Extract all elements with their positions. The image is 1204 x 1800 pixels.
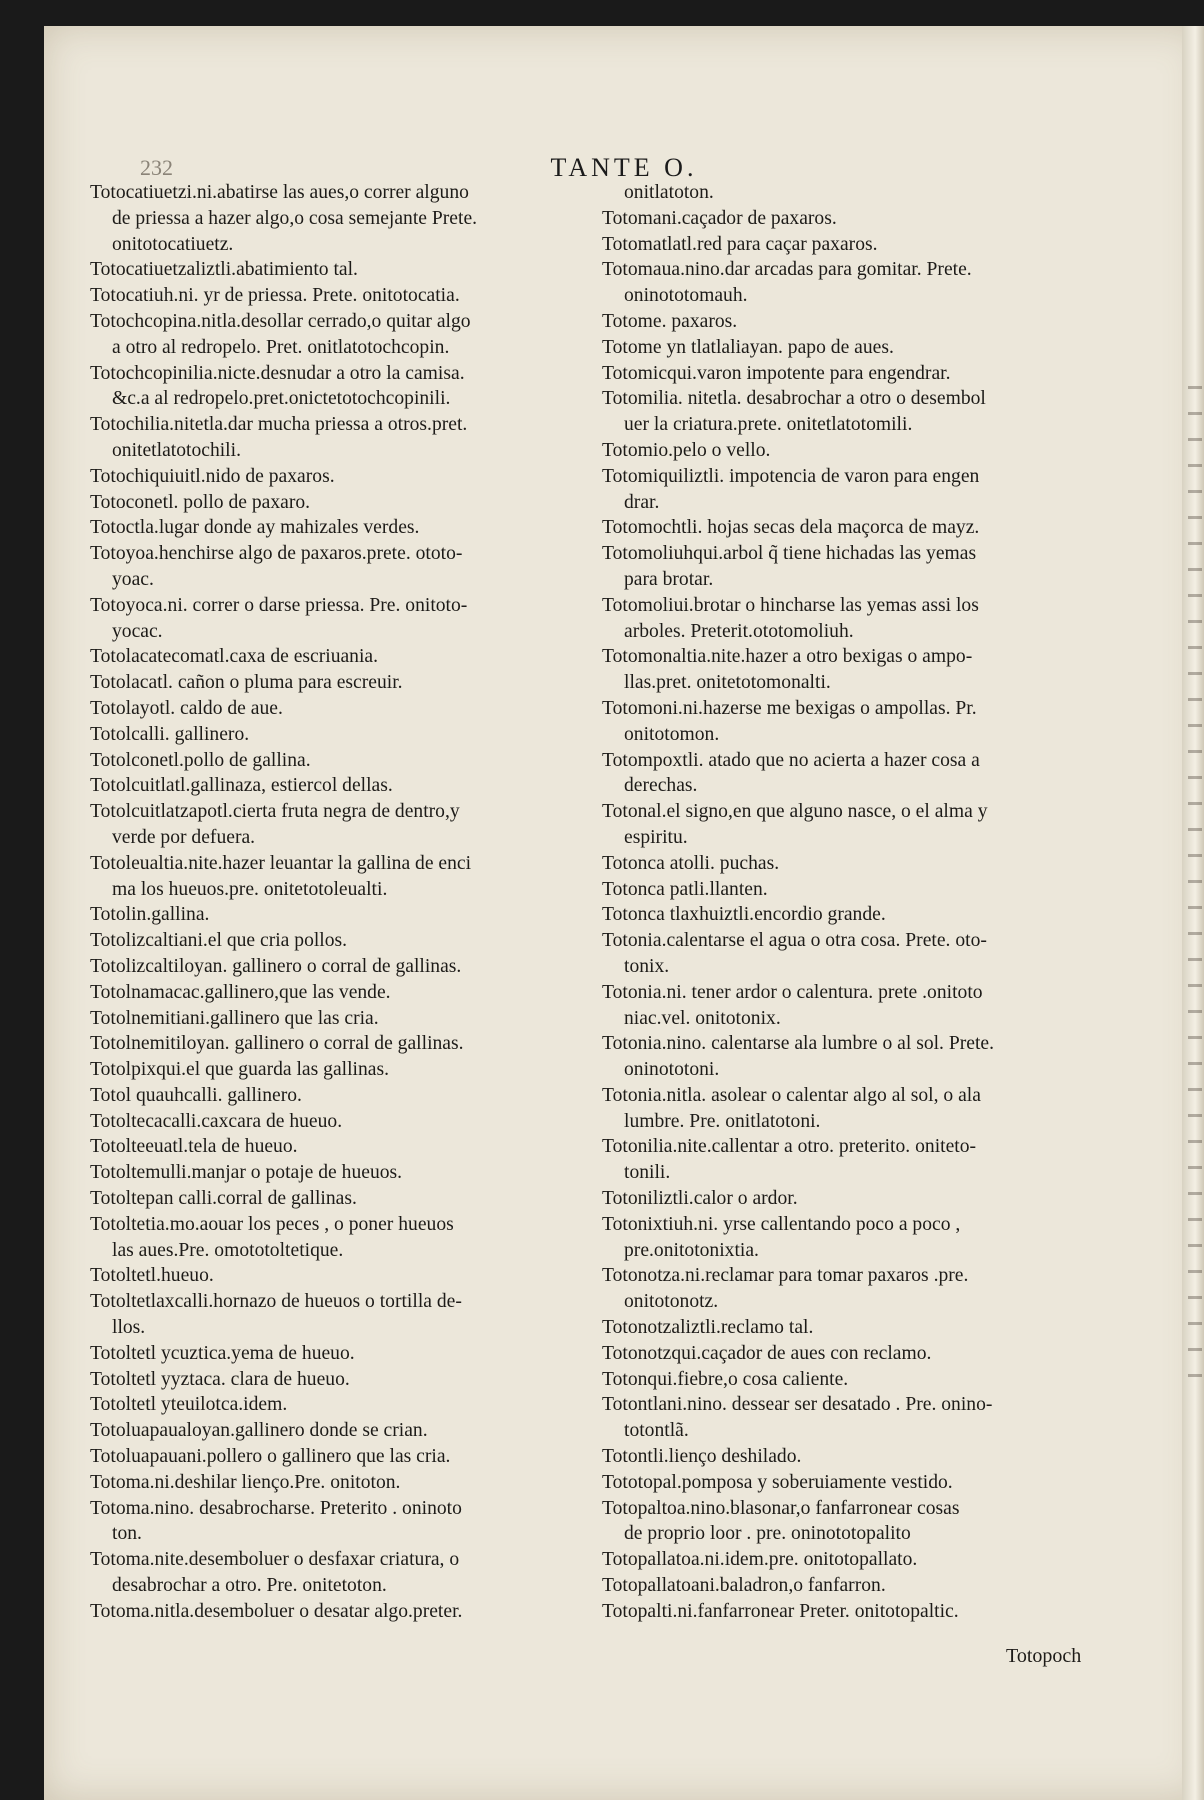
entry-line: Totomoliui.brotar o hincharse las yemas assi los	[602, 594, 979, 616]
entry-line: Totoctla.lugar donde ay mahizales verdes.	[90, 517, 420, 539]
dictionary-entry	[602, 1031, 1140, 1083]
entry-line: Totonotzaliztli.reclamo tal.	[602, 1317, 814, 1339]
dictionary-entry	[90, 309, 620, 361]
entry-line: pre.onitotonixtia.	[624, 1239, 759, 1261]
entry-line: oninototoni.	[624, 1059, 720, 1081]
entry-line: Totoconetl. pollo de paxaro.	[90, 491, 311, 513]
entry-line: ma los hueuos.pre. onitetotoleualti.	[112, 878, 388, 900]
entry-line: Totoluapauani.pollero o gallinero que las cria.	[90, 1446, 451, 1468]
dictionary-entry	[90, 283, 620, 309]
entry-line: Totolpixqui.el que guarda las gallinas.	[90, 1059, 389, 1081]
entry-line: de priessa a hazer algo,o cosa semejante Prete.	[112, 207, 478, 229]
dictionary-entry	[90, 1057, 620, 1083]
dictionary-entry	[602, 1496, 1140, 1548]
dictionary-entry	[602, 1444, 1140, 1470]
entry-line: Totomilia. nitetla. desabrochar a otro o desembol	[602, 388, 986, 410]
dictionary-entry	[90, 593, 620, 645]
dictionary-entry	[602, 515, 1140, 541]
dictionary-entry	[602, 1599, 1140, 1625]
dictionary-entry	[602, 593, 1140, 645]
dictionary-entry	[602, 541, 1140, 593]
entry-line: Totolcuitlatzapotl.cierta fruta negra de dentro,y	[90, 801, 460, 823]
entry-line: Totopallatoa.ni.idem.pre. onitotopallato.	[602, 1549, 918, 1571]
entry-line: Totonilia.nite.callentar a otro. preterito. oniteto-	[602, 1136, 977, 1158]
entry-line: llas.pret. onitetotomonalti.	[624, 672, 831, 694]
entry-line: Totompoxtli. atado que no acierta a hazer cosa a	[602, 749, 980, 771]
dictionary-entry	[90, 1109, 620, 1135]
dictionary-entry	[602, 180, 1140, 206]
entry-line: Totochcopina.nitla.desollar cerrado,o quitar algo	[90, 310, 471, 332]
entry-line: Totome yn tlatlaliayan. papo de aues.	[602, 336, 894, 358]
dictionary-entry	[602, 748, 1140, 800]
entry-line: Totontli.lienço deshilado.	[602, 1446, 802, 1468]
dictionary-entry	[602, 361, 1140, 387]
entry-line: Totopaltoa.nino.blasonar,o fanfarronear cosas	[602, 1497, 960, 1519]
entry-line: onitotonotz.	[624, 1291, 719, 1313]
dictionary-entry	[602, 696, 1140, 748]
dictionary-entry	[602, 1186, 1140, 1212]
dictionary-entry	[602, 309, 1140, 335]
entry-line: Totomoliuhqui.arbol q̃ tiene hichadas las yemas	[602, 543, 977, 565]
entry-line: Totomiquiliztli. impotencia de varon para engen	[602, 465, 980, 487]
dictionary-entry	[602, 877, 1140, 903]
entry-line: Totontlani.nino. dessear ser desatado . Pre. onino-	[602, 1394, 993, 1416]
entry-line: Totomaua.nino.dar arcadas para gomitar. Prete.	[602, 259, 972, 281]
entry-line: desabrochar a otro. Pre. onitetoton.	[112, 1575, 387, 1597]
entry-line: Totoltepan calli.corral de gallinas.	[90, 1188, 357, 1210]
dictionary-entry	[602, 1134, 1140, 1186]
entry-line: onitetlatotochili.	[112, 439, 241, 461]
dictionary-entry	[602, 232, 1140, 258]
dictionary-entry	[90, 1341, 620, 1367]
entry-line: onitotomon.	[624, 723, 720, 745]
entry-line: Totomatlatl.red para caçar paxaros.	[602, 233, 878, 255]
entry-line: Totoyoa.henchirse algo de paxaros.prete. ototo-	[90, 543, 463, 565]
entry-line: oninototomauh.	[624, 285, 748, 307]
dictionary-entry	[602, 1470, 1140, 1496]
dictionary-entry	[90, 748, 620, 774]
dictionary-entry	[602, 1263, 1140, 1315]
dictionary-entry	[90, 644, 620, 670]
entry-line: Totolcalli. gallinero.	[90, 723, 250, 745]
entry-line: Totolcuitlatl.gallinaza, estiercol dellas.	[90, 775, 393, 797]
dictionary-entry	[90, 541, 620, 593]
dictionary-entry	[90, 1418, 620, 1444]
dictionary-entry	[90, 1599, 620, 1625]
entry-line: yocac.	[112, 620, 163, 642]
entry-line: Totoleualtia.nite.hazer leuantar la gallina de enci	[90, 852, 472, 874]
dictionary-entry	[602, 438, 1140, 464]
entry-line: Totolin.gallina.	[90, 904, 210, 926]
left-column	[90, 180, 620, 1625]
entry-line: onitlatoton.	[624, 182, 714, 203]
entry-line: Totonca atolli. puchas.	[602, 852, 780, 874]
dictionary-entry	[90, 464, 620, 490]
entry-line: Totocatiuetzaliztli.abatimiento tal.	[90, 259, 358, 281]
dictionary-entry	[90, 1083, 620, 1109]
entry-line: Totopalti.ni.fanfarronear Preter. onitotopaltic.	[602, 1600, 959, 1622]
dictionary-entry	[90, 1392, 620, 1418]
entry-line: Totoltetia.mo.aouar los peces , o poner hueuos	[90, 1213, 454, 1235]
dictionary-entry	[90, 1263, 620, 1289]
entry-line: llos.	[112, 1317, 146, 1339]
entry-line: las aues.Pre. omototoltetique.	[112, 1239, 344, 1261]
dictionary-entry	[602, 902, 1140, 928]
entry-line: Totochcopinilia.nicte.desnudar a otro la camisa.	[90, 362, 465, 384]
entry-line: Totonia.nitla. asolear o calentar algo al sol, o ala	[602, 1084, 981, 1106]
entry-line: derechas.	[624, 775, 698, 797]
entry-line: Totoma.ni.deshilar lienço.Pre. onitoton.	[90, 1471, 401, 1493]
folio-number: 232	[140, 155, 173, 180]
entry-line: Totol quauhcalli. gallinero.	[90, 1084, 302, 1106]
dictionary-entry	[90, 954, 620, 980]
entry-line: Totolacatecomatl.caxa de escriuania.	[90, 646, 379, 668]
entry-line: Totolayotl. caldo de aue.	[90, 697, 283, 719]
dictionary-entry	[90, 180, 620, 257]
entry-line: Totomoni.ni.hazerse me bexigas o ampollas. Pr.	[602, 697, 977, 719]
entry-line: Totomonaltia.nite.hazer a otro bexigas o ampo-	[602, 646, 973, 668]
entry-line: Totome. paxaros.	[602, 310, 738, 332]
dictionary-entry	[90, 980, 620, 1006]
entry-line: Totoma.nino. desabrocharse. Preterito . oninoto	[90, 1497, 462, 1519]
entry-line: Totochiquiuitl.nido de paxaros.	[90, 465, 335, 487]
entry-line: Totoniliztli.calor o ardor.	[602, 1188, 798, 1210]
entry-line: Totomio.pelo o vello.	[602, 439, 771, 461]
dictionary-entry	[602, 1367, 1140, 1393]
entry-line: Totomicqui.varon impotente para engendrar.	[602, 362, 951, 384]
dictionary-entry	[602, 1392, 1140, 1444]
entry-line: a otro al redropelo. Pret. onitlatotochcopin.	[112, 336, 450, 358]
dictionary-entry	[602, 335, 1140, 361]
entry-line: Totopallatoani.baladron,o fanfarron.	[602, 1575, 886, 1597]
entry-line: Totochilia.nitetla.dar mucha priessa a otros.pret.	[90, 414, 468, 436]
entry-line: Totoltetl yyztaca. clara de hueuo.	[90, 1368, 350, 1390]
dictionary-entry	[90, 1470, 620, 1496]
entry-line: Totocatiuh.ni. yr de priessa. Prete. onitotocatia.	[90, 285, 460, 307]
entry-line: tonix.	[624, 955, 670, 977]
dictionary-entry	[90, 1496, 620, 1548]
entry-line: Totoyoca.ni. correr o darse priessa. Pre. onitoto-	[90, 594, 468, 616]
entry-line: niac.vel. onitotonix.	[624, 1007, 781, 1029]
entry-line: uer la criatura.prete. onitetlatotomili.	[624, 414, 913, 436]
entry-line: Totonia.nino. calentarse ala lumbre o al sol. Prete.	[602, 1033, 995, 1055]
entry-line: Totonotza.ni.reclamar para tomar paxaros .pre.	[602, 1265, 969, 1287]
dictionary-entry	[602, 851, 1140, 877]
dictionary-entry	[90, 670, 620, 696]
dictionary-entry	[90, 361, 620, 413]
dictionary-entry	[90, 1134, 620, 1160]
dictionary-entry	[602, 1573, 1140, 1599]
entry-line: Totolnemitiloyan. gallinero o corral de gallinas.	[90, 1033, 464, 1055]
dictionary-entry	[90, 1444, 620, 1470]
dictionary-entry	[602, 928, 1140, 980]
entry-line: Totoluapaualoyan.gallinero donde se crian.	[90, 1420, 428, 1442]
entry-line: Totonca patli.llanten.	[602, 878, 768, 900]
dictionary-entry	[602, 1341, 1140, 1367]
entry-line: drar.	[624, 491, 660, 513]
entry-line: Totolnamacac.gallinero,que las vende.	[90, 981, 391, 1003]
entry-line: Totolnemitiani.gallinero que las cria.	[90, 1007, 379, 1029]
entry-line: Totolteeuatl.tela de hueuo.	[90, 1136, 298, 1158]
entry-line: Totomani.caçador de paxaros.	[602, 207, 837, 229]
dictionary-entry	[90, 1212, 620, 1264]
dictionary-entry	[602, 644, 1140, 696]
dictionary-entry	[90, 773, 620, 799]
entry-line: espiritu.	[624, 826, 688, 848]
dictionary-entry	[90, 490, 620, 516]
entry-line: Totolizcaltiloyan. gallinero o corral de gallinas.	[90, 955, 462, 977]
entry-line: Totonal.el signo,en que alguno nasce, o el alma y	[602, 801, 988, 823]
catchword: Totopoch	[1006, 1645, 1082, 1667]
dictionary-entry	[602, 386, 1140, 438]
dictionary-entry	[602, 1547, 1140, 1573]
entry-line: Totoltetlaxcalli.hornazo de hueuos o tortilla de-	[90, 1291, 462, 1313]
next-page-bleed	[1188, 386, 1202, 1386]
entry-line: Totolizcaltiani.el que cria pollos.	[90, 930, 348, 952]
entry-line: verde por defuera.	[112, 826, 256, 848]
entry-line: Totoltetl ycuztica.yema de hueuo.	[90, 1342, 355, 1364]
entry-line: Totolconetl.pollo de gallina.	[90, 749, 311, 771]
dictionary-entry	[90, 1367, 620, 1393]
entry-line: Totoltetl yteuilotca.idem.	[90, 1394, 288, 1416]
dictionary-entry	[90, 1160, 620, 1186]
dictionary-entry	[90, 1289, 620, 1341]
entry-line: Totonqui.fiebre,o cosa caliente.	[602, 1368, 849, 1390]
entry-line: yoac.	[112, 568, 154, 590]
dictionary-entry	[90, 799, 620, 851]
entry-line: Totoltemulli.manjar o potaje de hueuos.	[90, 1162, 403, 1184]
entry-line: Totonia.calentarse el agua o otra cosa. Prete. oto-	[602, 930, 987, 952]
dictionary-entry	[602, 1315, 1140, 1341]
entry-line: onitotocatiuetz.	[112, 233, 234, 255]
entry-line: Totonia.ni. tener ardor o calentura. prete .onitoto	[602, 981, 983, 1003]
dictionary-entry	[90, 412, 620, 464]
entry-line: Tototopal.pomposa y soberuiamente vestido.	[602, 1471, 953, 1493]
dictionary-entry	[602, 799, 1140, 851]
entry-line: Totoltetl.hueuo.	[90, 1265, 214, 1287]
dictionary-entry	[90, 1006, 620, 1032]
entry-line: &c.a al redropelo.pret.onictetotochcopinili.	[112, 388, 451, 410]
dictionary-entry	[602, 464, 1140, 516]
entry-line: Totoma.nite.desemboluer o desfaxar criatura, o	[90, 1549, 460, 1571]
entry-line: de proprio loor . pre. oninototopalito	[624, 1523, 911, 1545]
dictionary-entry	[602, 1083, 1140, 1135]
dictionary-entry	[602, 206, 1140, 232]
right-column	[602, 180, 1140, 1625]
entry-line: para brotar.	[624, 568, 714, 590]
entry-line: arboles. Preterit.ototomoliuh.	[624, 620, 854, 642]
dictionary-entry	[90, 1031, 620, 1057]
entry-line: Totonotzqui.caçador de aues con reclamo.	[602, 1342, 932, 1364]
dictionary-entry	[90, 902, 620, 928]
entry-line: Totomochtli. hojas secas dela maçorca de mayz.	[602, 517, 980, 539]
dictionary-entry	[90, 1547, 620, 1599]
entry-line: lumbre. Pre. onitlatotoni.	[624, 1110, 821, 1132]
entry-line: Totonixtiuh.ni. yrse callentando poco a poco ,	[602, 1213, 961, 1235]
dictionary-entry	[90, 1186, 620, 1212]
entry-line: tonili.	[624, 1162, 671, 1184]
entry-line: totontlã.	[624, 1420, 689, 1442]
dictionary-entry	[90, 257, 620, 283]
entry-line: Totoma.nitla.desemboluer o desatar algo.preter.	[90, 1600, 463, 1622]
dictionary-entry	[602, 1212, 1140, 1264]
dictionary-entry	[90, 515, 620, 541]
entry-line: Totocatiuetzi.ni.abatirse las aues,o correr alguno	[90, 182, 469, 203]
dictionary-entry	[90, 696, 620, 722]
dictionary-entry	[90, 851, 620, 903]
dictionary-entry	[602, 980, 1140, 1032]
dictionary-entry	[90, 722, 620, 748]
entry-line: ton.	[112, 1523, 142, 1545]
running-title: TANTE O.	[550, 153, 698, 182]
dictionary-entry	[90, 928, 620, 954]
entry-line: Totonca tlaxhuiztli.encordio grande.	[602, 904, 886, 926]
dictionary-entry	[602, 257, 1140, 309]
entry-line: Totolacatl. cañon o pluma para escreuir.	[90, 672, 403, 694]
entry-line: Totoltecacalli.caxcara de hueuo.	[90, 1110, 343, 1132]
